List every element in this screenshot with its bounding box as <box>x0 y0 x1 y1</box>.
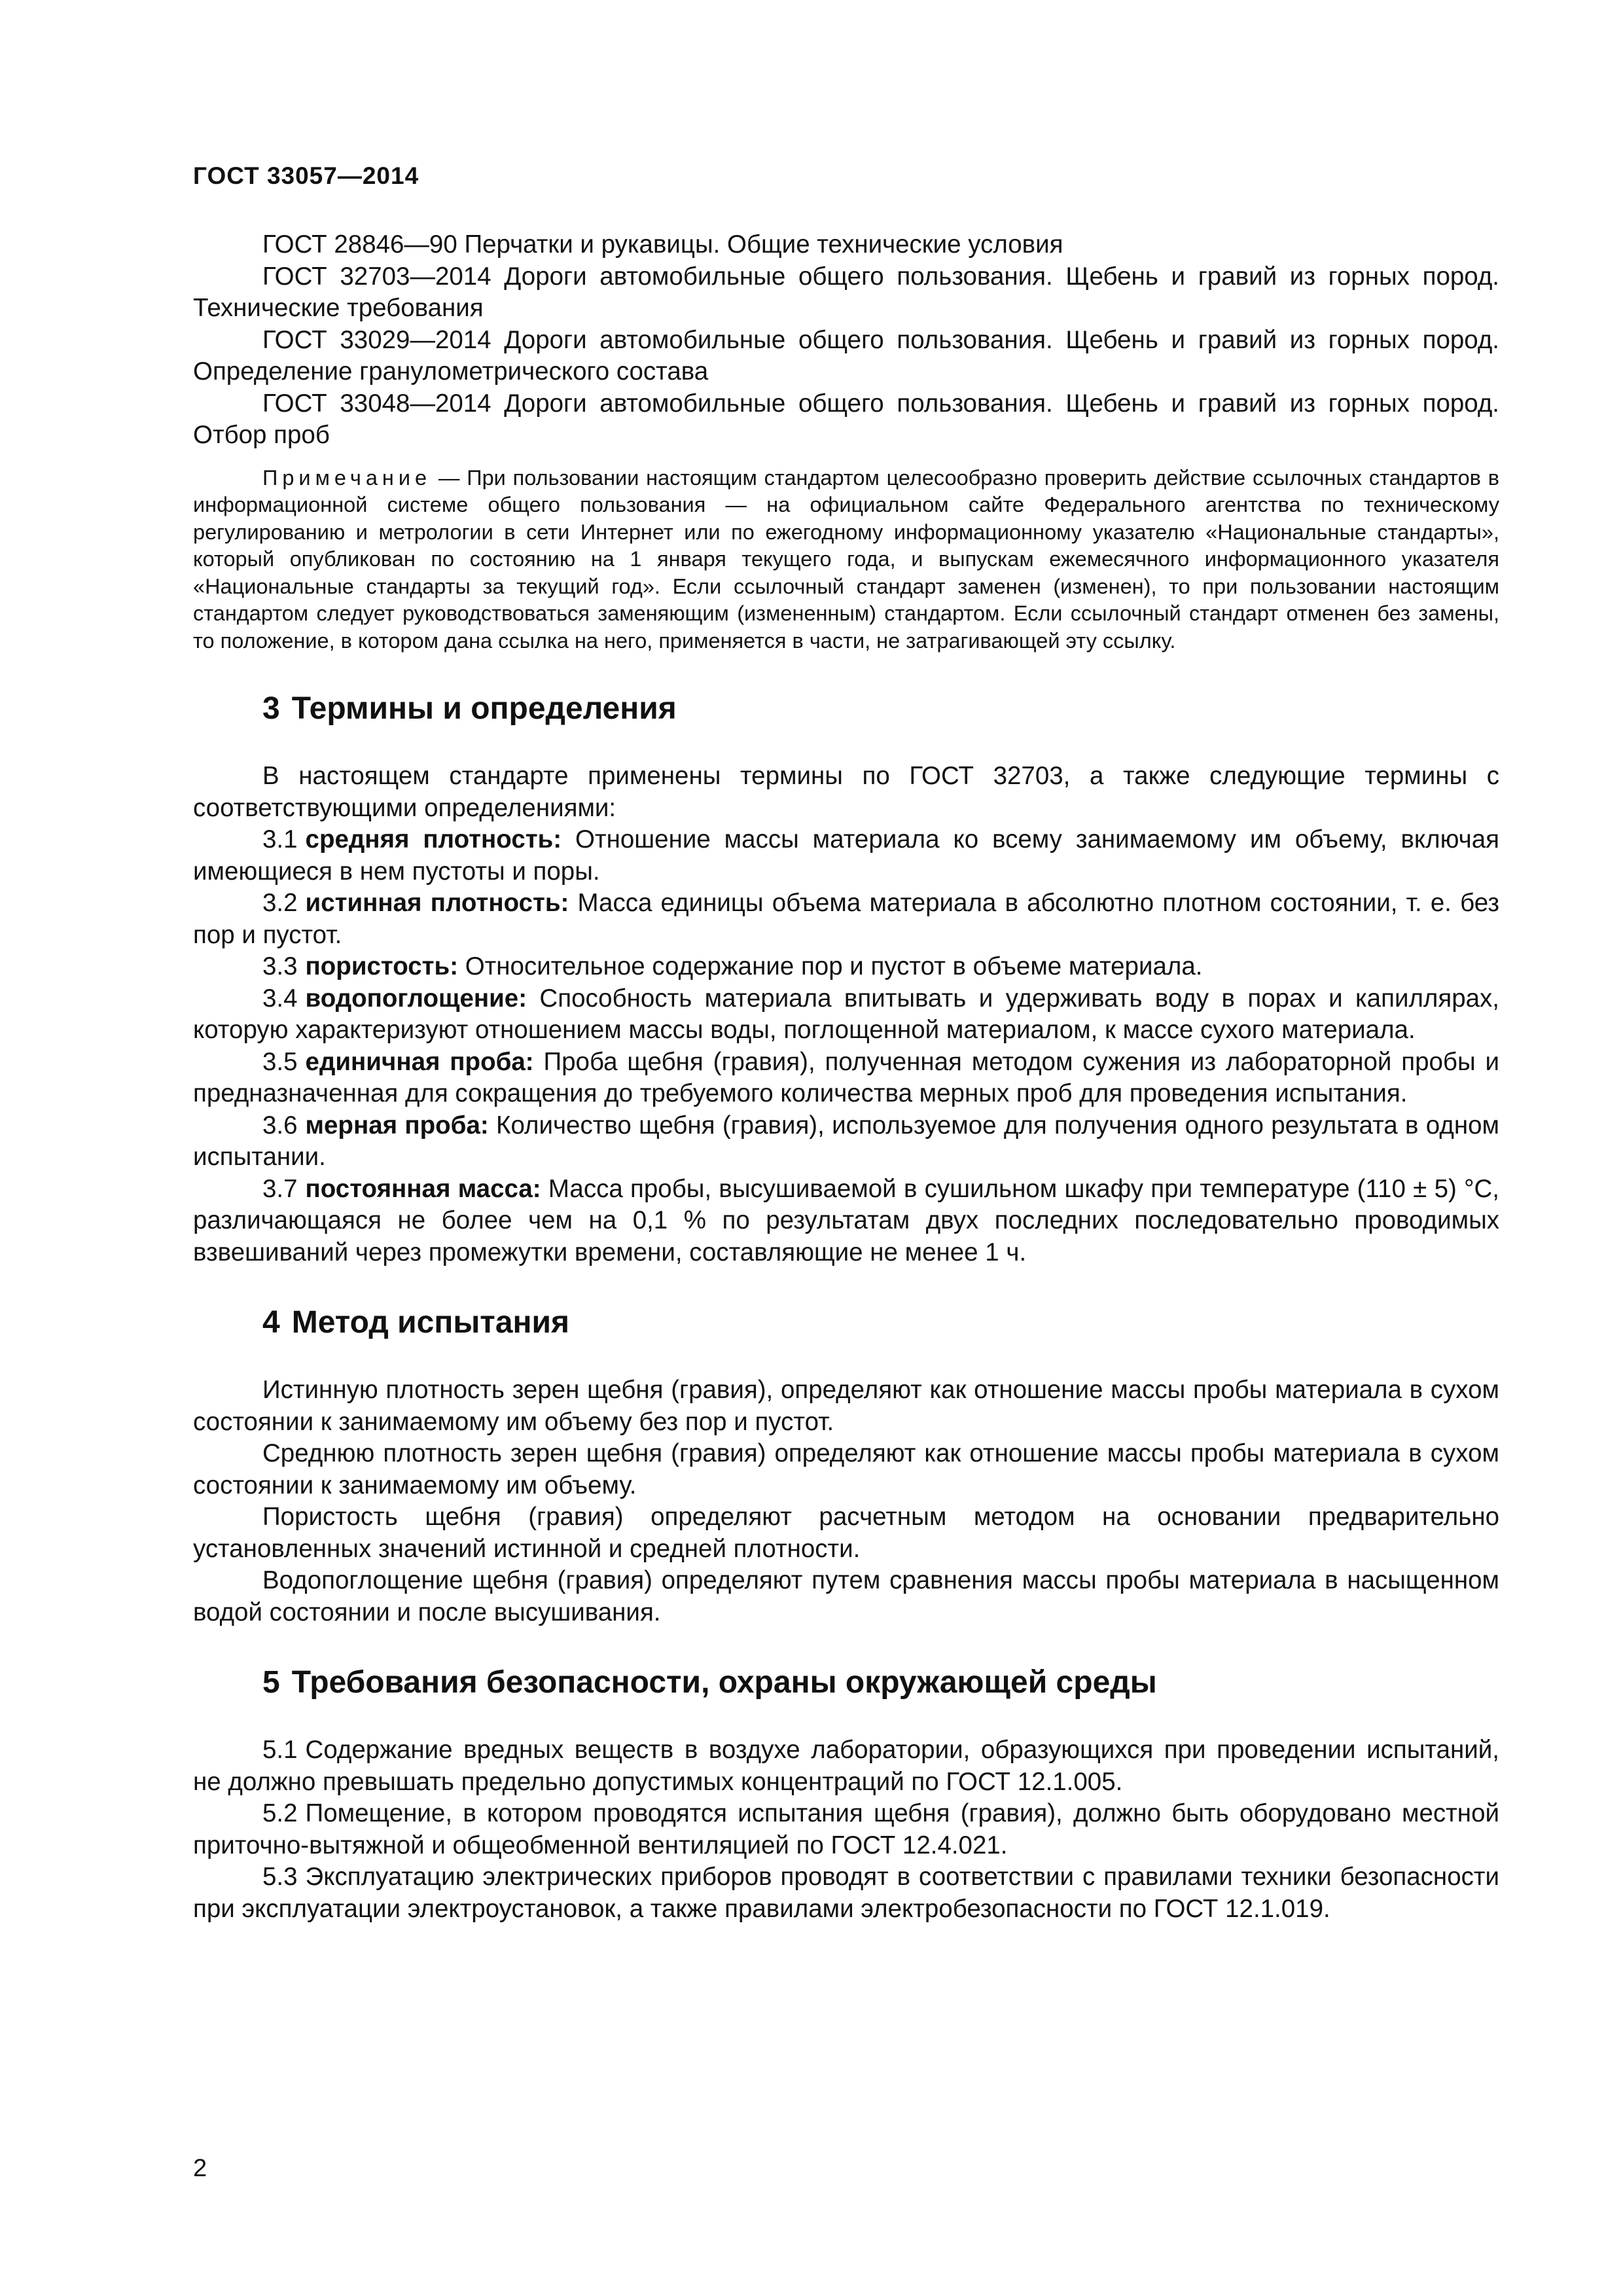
reference-item: ГОСТ 33048—2014 Дороги автомобильные общего пользования. Щебень и гравий из горных пород. Отбор проб <box>193 389 1499 449</box>
definition-item <box>193 1174 1499 1269</box>
method-paragraph: Водопоглощение щебня (гравия) определяют путем сравнения массы пробы материала в насыщенном водой состоянии и после высушивания. <box>193 1566 1499 1626</box>
note-paragraph <box>193 465 1499 655</box>
definition-number: 3.2 <box>262 889 298 917</box>
definition-text: Проба щебня (гравия), полученная методом сужения из лабораторной пробы и предназначенная для сокращения до требуемого количества мерных проб для проведения испытания. <box>193 1047 1499 1107</box>
section-title: Требования безопасности, охраны окружающей среды <box>291 1665 1157 1700</box>
reference-item: ГОСТ 33029—2014 Дороги автомобильные общего пользования. Щебень и гравий из горных пород. Определение гранулометрического состава <box>193 325 1499 386</box>
safety-item-number: 5.3 <box>262 1863 298 1891</box>
definition-text: Способность материала впитывать и удерживать воду в порах и капиллярах, которую характеризуют отношением массы воды, поглощенной материалом, к массе сухого материала. <box>193 984 1499 1044</box>
definition-text: Количество щебня (гравия), используемое для получения одного результата в одном испытании. <box>193 1111 1499 1171</box>
safety-item-text: Эксплуатацию электрических приборов проводят в соответствии с правилами техники безопасности при эксплуатации электроустановок, а также правилами электробезопасности по ГОСТ 12.1.019. <box>193 1863 1499 1923</box>
definition-term: водопоглощение: <box>305 984 527 1013</box>
definition-term: истинная плотность: <box>305 889 569 917</box>
definition-item <box>193 1110 1499 1174</box>
definition-text: Относительное содержание пор и пустот в объеме материала. <box>458 952 1203 980</box>
definition-number: 3.6 <box>262 1111 298 1139</box>
definition-text: Масса единицы объема материала в абсолютно плотном состоянии, т. е. без пор и пустот. <box>193 889 1499 949</box>
safety-item-text: Содержание вредных веществ в воздухе лаборатории, образующихся при проведении испытаний, не должно превышать предельно допустимых концентраций по ГОСТ 12.1.005. <box>193 1736 1499 1796</box>
definition-term: средняя плотность: <box>305 825 562 853</box>
safety-item <box>193 1861 1499 1925</box>
definition-text: Масса пробы, высушиваемой в сушильном шкафу при температуре (110 ± 5) °С, различающаяся не более чем на 0,1 % по результатам двух последних последовательно проводимых взвешиваний через промежутки времени, составляющие не менее 1 ч. <box>193 1174 1499 1266</box>
page-number: 2 <box>193 2155 207 2182</box>
definition-term: мерная проба: <box>305 1111 489 1139</box>
definition-item <box>193 951 1499 983</box>
definition-term: единичная проба: <box>305 1047 534 1076</box>
note-label: Примечание <box>262 465 432 490</box>
reference-item: ГОСТ 28846—90 Перчатки и рукавицы. Общие технические условия <box>262 230 1063 259</box>
safety-item-text: Помещение, в котором проводятся испытания щебня (гравия), должно быть оборудовано местной приточно-вытяжной и общеобменной вентиляцией по ГОСТ 12.4.021. <box>193 1799 1499 1859</box>
section-5-heading <box>262 1664 1499 1702</box>
definition-number: 3.1 <box>262 825 298 853</box>
definition-term: постоянная масса: <box>305 1174 541 1203</box>
note-text: — При пользовании настоящим стандартом целесообразно проверить действие ссылочных стандартов в информационной системе общего пользования — на официальном сайте Федерального агентства по техническому регулированию и метрологии в сети Интернет или по ежегодному информационному указателю «Национальные стандарты», который опубликован по состоянию на 1 января текущего года, и выпускам ежемесячного информационного указателя «Национальные стандарты за текущий год». Если ссылочный стандарт заменен (изменен), то при пользовании настоящим стандартом следует руководствоваться заменяющим (измененным) стандартом. Если ссылочный стандарт отменен без замены, то положение, в котором дана ссылка на него, применяется в части, не затрагивающей эту ссылку. <box>193 465 1499 653</box>
definition-number: 3.7 <box>262 1174 298 1203</box>
safety-item <box>193 1734 1499 1798</box>
section-3-intro: В настоящем стандарте применены термины по ГОСТ 32703, а также следующие термины с соответствующими определениями: <box>193 762 1499 822</box>
definition-item <box>193 1047 1499 1110</box>
section-number: 4 <box>262 1305 280 1340</box>
definition-item <box>193 983 1499 1047</box>
safety-item <box>193 1798 1499 1861</box>
section-3-heading <box>262 690 1499 728</box>
definition-item <box>193 824 1499 888</box>
method-paragraph: Пористость щебня (гравия) определяют расчетным методом на основании предварительно установленных значений истинной и средней плотности. <box>193 1503 1499 1563</box>
definition-text: Отношение массы материала ко всему занимаемому им объему, включая имеющиеся в нем пустоты и поры. <box>193 825 1499 886</box>
safety-item-number: 5.1 <box>262 1736 298 1764</box>
section-title: Термины и определения <box>291 691 677 726</box>
definition-number: 3.3 <box>262 952 298 980</box>
reference-item: ГОСТ 32703—2014 Дороги автомобильные общего пользования. Щебень и гравий из горных пород. Технические требования <box>193 262 1499 322</box>
method-paragraph: Среднюю плотность зерен щебня (гравия) определяют как отношение массы пробы материала в сухом состоянии к занимаемому им объему. <box>193 1439 1499 1499</box>
section-number: 5 <box>262 1665 280 1700</box>
section-title: Метод испытания <box>291 1305 570 1340</box>
section-number: 3 <box>262 691 280 726</box>
document-header: ГОСТ 33057—2014 <box>193 162 419 189</box>
definition-item <box>193 888 1499 951</box>
definition-term: пористость: <box>305 952 459 980</box>
method-paragraph: Истинную плотность зерен щебня (гравия), определяют как отношение массы пробы материала в сухом состоянии к занимаемому им объему без пор и пустот. <box>193 1376 1499 1436</box>
section-4-heading <box>262 1304 1499 1342</box>
safety-item-number: 5.2 <box>262 1799 298 1827</box>
definition-number: 3.4 <box>262 984 298 1013</box>
document-body <box>193 229 1499 1925</box>
definition-number: 3.5 <box>262 1047 298 1076</box>
